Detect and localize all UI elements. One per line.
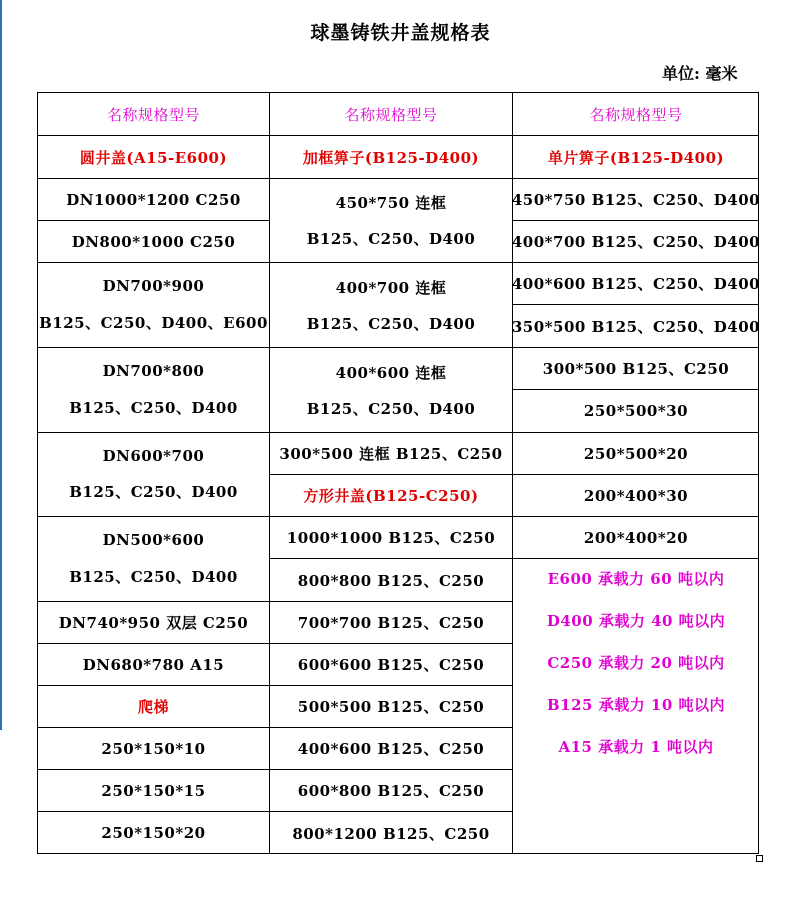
legend-line: B125 承载力 10 吨以内	[546, 696, 726, 714]
cell-size: DN600*700	[102, 447, 205, 465]
resize-handle[interactable]	[756, 855, 763, 862]
table-cell	[37, 262, 269, 347]
left-edge-line	[0, 0, 2, 730]
table-cell	[37, 432, 269, 516]
table-cell: 400*600 B125、C250、D400	[512, 262, 759, 304]
table-cell: 400*600 B125、C250	[269, 727, 512, 769]
table-cell: 250*500*30	[512, 389, 759, 432]
cell-size: DN700*900	[102, 277, 205, 296]
section-single-grate: 单片箅子(B125-D400)	[512, 135, 759, 178]
table-cell: 250*150*20	[37, 811, 269, 854]
cell-size: DN700*800	[102, 362, 205, 381]
table-cell	[37, 516, 269, 601]
table-cell: DN800*1000 C250	[37, 220, 269, 262]
table-cell: 300*500 连框 B125、C250	[269, 432, 512, 474]
header-cell-col2: 名称规格型号	[269, 92, 512, 135]
table-cell	[37, 347, 269, 432]
table-cell: 600*800 B125、C250	[269, 769, 512, 811]
unit-label: 单位: 毫米	[662, 64, 738, 83]
section-framed-grate: 加框箅子(B125-D400)	[269, 135, 512, 178]
table-cell: 250*150*15	[37, 769, 269, 811]
section-square-cover: 方形井盖(B125-C250)	[269, 474, 512, 516]
table-cell: DN680*780 A15	[37, 643, 269, 685]
load-capacity-legend	[512, 558, 759, 854]
table-cell: 300*500 B125、C250	[512, 347, 759, 389]
header-cell-col1: 名称规格型号	[37, 92, 269, 135]
cell-size: 400*700 连框	[335, 278, 447, 297]
cell-size: 450*750 连框	[335, 194, 447, 213]
cell-grades: B125、C250、D400、E600	[39, 313, 268, 332]
table-cell: 250*500*20	[512, 432, 759, 474]
cell-size: DN500*600	[102, 531, 205, 550]
table-cell: 200*400*20	[512, 516, 759, 558]
table-cell: 250*150*10	[37, 727, 269, 769]
cell-grades: B125、C250、D400	[69, 483, 238, 501]
table-cell: 200*400*30	[512, 474, 759, 516]
cell-grades: B125、C250、D400	[69, 398, 238, 417]
table-cell: DN740*950 双层 C250	[37, 601, 269, 643]
header-cell-col3: 名称规格型号	[512, 92, 759, 135]
page-title: 球墨铸铁井盖规格表	[310, 22, 491, 44]
table-cell: 400*700 B125、C250、D400	[512, 220, 759, 262]
table-cell: 700*700 B125、C250	[269, 601, 512, 643]
section-round-cover: 圆井盖(A15-E600)	[37, 135, 269, 178]
cell-grades: B125、C250、D400	[306, 314, 476, 333]
section-ladder: 爬梯	[37, 685, 269, 727]
table-cell: 500*500 B125、C250	[269, 685, 512, 727]
table-cell: DN1000*1200 C250	[37, 178, 269, 220]
table-cell	[269, 262, 512, 347]
table-cell: 800*1200 B125、C250	[269, 811, 512, 854]
table-cell	[269, 347, 512, 432]
legend-line: A15 承载力 1 吨以内	[558, 738, 714, 756]
cell-grades: B125、C250、D400	[69, 567, 238, 586]
table-cell: 600*600 B125、C250	[269, 643, 512, 685]
legend-line: E600 承载力 60 吨以内	[547, 570, 725, 588]
table-cell: 800*800 B125、C250	[269, 558, 512, 601]
table-cell	[269, 178, 512, 262]
table-cell: 1000*1000 B125、C250	[269, 516, 512, 558]
cell-size: 400*600 连框	[335, 363, 447, 382]
table-cell: 450*750 B125、C250、D400	[512, 178, 759, 220]
legend-line: D400 承载力 40 吨以内	[546, 612, 726, 630]
cell-grades: B125、C250、D400	[306, 399, 476, 418]
spec-table	[37, 92, 759, 854]
table-cell: 350*500 B125、C250、D400	[512, 304, 759, 347]
legend-line: C250 承载力 20 吨以内	[547, 654, 725, 672]
cell-grades: B125、C250、D400	[306, 229, 476, 248]
